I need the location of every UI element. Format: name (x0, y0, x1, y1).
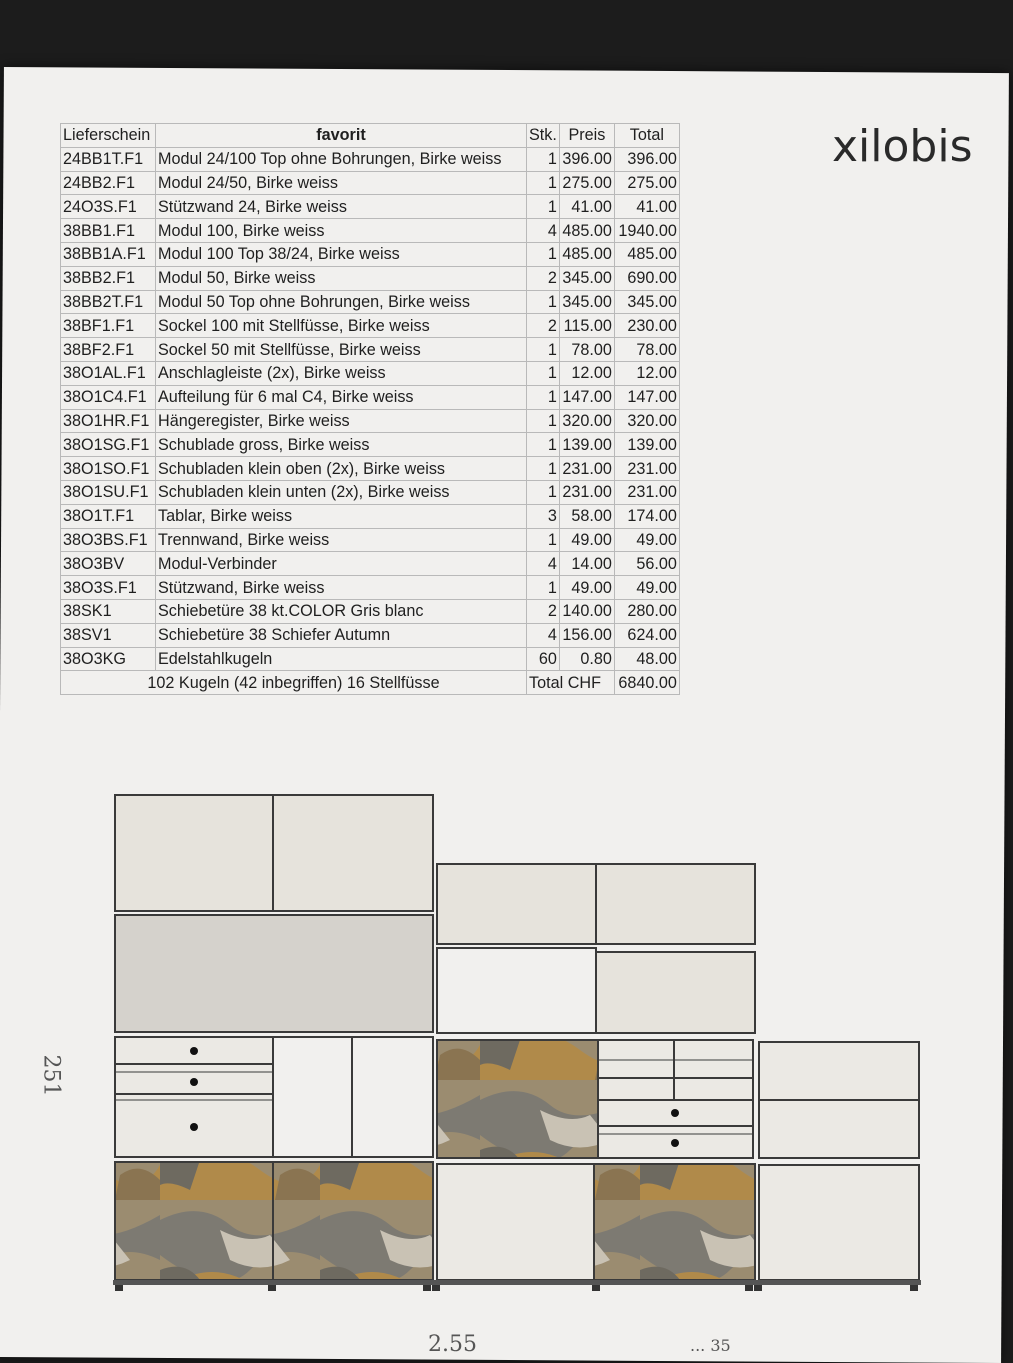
cell-lieferschein: 38O3BV (61, 552, 156, 576)
cell-article: Modul 50 Top ohne Bohrungen, Birke weiss (156, 290, 527, 314)
cell-article: Tablar, Birke weiss (156, 504, 527, 528)
cell-total: 230.00 (614, 314, 679, 338)
cabinet-right-lower (759, 1165, 919, 1280)
cell-lieferschein: 38O1AL.F1 (61, 361, 156, 385)
cell-quantity: 2 (527, 266, 560, 290)
cell-quantity: 4 (527, 219, 560, 243)
cell-quantity: 1 (527, 338, 560, 362)
cell-quantity: 1 (527, 457, 560, 481)
header-favorit: favorit (156, 124, 527, 148)
cell-price: 485.00 (559, 242, 614, 266)
cell-price: 41.00 (559, 195, 614, 219)
cell-lieferschein: 38BB2T.F1 (61, 290, 156, 314)
cell-price: 231.00 (559, 480, 614, 504)
cell-total: 12.00 (614, 361, 679, 385)
cell-price: 49.00 (559, 576, 614, 600)
cell-quantity: 2 (527, 599, 560, 623)
cell-article: Modul 24/50, Birke weiss (156, 171, 527, 195)
cabinet-top-left-door-a (115, 795, 273, 911)
drawer-block-mid (598, 1040, 753, 1158)
cabinet-mid-door (596, 952, 755, 1033)
cell-total: 624.00 (614, 623, 679, 647)
cabinet-top-left-door-b (273, 795, 433, 911)
drawer-block (115, 1037, 273, 1157)
cell-lieferschein: 38O3BS.F1 (61, 528, 156, 552)
handwritten-bottom-left: 2.55 (428, 1332, 477, 1357)
cell-total: 147.00 (614, 385, 679, 409)
cell-article: Sockel 50 mit Stellfüsse, Birke weiss (156, 338, 527, 362)
cell-lieferschein: 24BB1T.F1 (61, 147, 156, 171)
slate-door-left-b (273, 1162, 433, 1280)
cell-lieferschein: 38O1C4.F1 (61, 385, 156, 409)
cell-total: 485.00 (614, 242, 679, 266)
cell-quantity: 60 (527, 647, 560, 671)
cell-article: Modul 24/100 Top ohne Bohrungen, Birke weiss (156, 147, 527, 171)
cell-article: Anschlagleiste (2x), Birke weiss (156, 361, 527, 385)
cell-article: Modul 100, Birke weiss (156, 219, 527, 243)
cell-lieferschein: 38BB1.F1 (61, 219, 156, 243)
cell-article: Trennwand, Birke weiss (156, 528, 527, 552)
cell-lieferschein: 38O1SU.F1 (61, 480, 156, 504)
cell-article: Schiebetüre 38 Schiefer Autumn (156, 623, 527, 647)
cell-price: 147.00 (559, 385, 614, 409)
cell-total: 174.00 (614, 504, 679, 528)
cell-total: 1940.00 (614, 219, 679, 243)
cell-price: 345.00 (559, 290, 614, 314)
cell-lieferschein: 38O3KG (61, 647, 156, 671)
cell-quantity: 2 (527, 314, 560, 338)
cell-total: 280.00 (614, 599, 679, 623)
cell-article: Modul 50, Birke weiss (156, 266, 527, 290)
cell-article: Schiebetüre 38 kt.COLOR Gris blanc (156, 599, 527, 623)
cell-quantity: 1 (527, 290, 560, 314)
cell-article: Modul-Verbinder (156, 552, 527, 576)
cell-quantity: 4 (527, 552, 560, 576)
total-value: 6840.00 (614, 671, 679, 695)
cell-article: Schublade gross, Birke weiss (156, 433, 527, 457)
cell-article: Aufteilung für 6 mal C4, Birke weiss (156, 385, 527, 409)
cell-price: 49.00 (559, 528, 614, 552)
cell-quantity: 1 (527, 409, 560, 433)
leveling-feet (115, 1285, 918, 1291)
cell-price: 14.00 (559, 552, 614, 576)
brand-logo: xilobis (832, 121, 973, 172)
cell-quantity: 1 (527, 480, 560, 504)
handwritten-side-note: 251 (38, 1054, 64, 1097)
cell-total: 396.00 (614, 147, 679, 171)
cell-price: 115.00 (559, 314, 614, 338)
slate-door-mid (437, 1040, 598, 1158)
cell-lieferschein: 38BF1.F1 (61, 314, 156, 338)
cell-total: 48.00 (614, 647, 679, 671)
cell-lieferschein: 24O3S.F1 (61, 195, 156, 219)
cell-lieferschein: 38O1HR.F1 (61, 409, 156, 433)
header-preis: Preis (559, 124, 614, 148)
cell-total: 231.00 (614, 457, 679, 481)
cell-price: 58.00 (559, 504, 614, 528)
cell-lieferschein: 38SK1 (61, 599, 156, 623)
cell-lieferschein: 38BF2.F1 (61, 338, 156, 362)
cell-total: 275.00 (614, 171, 679, 195)
cabinet-mid-top-b (596, 864, 755, 944)
cell-quantity: 1 (527, 147, 560, 171)
cell-lieferschein: 38O1SG.F1 (61, 433, 156, 457)
cell-lieferschein: 38BB2.F1 (61, 266, 156, 290)
cell-price: 140.00 (559, 599, 614, 623)
total-label: Total CHF (527, 671, 615, 695)
handwritten-bottom-right: ... 35 (690, 1336, 731, 1355)
cell-quantity: 4 (527, 623, 560, 647)
open-shelf-mid (437, 948, 596, 1033)
cell-price: 320.00 (559, 409, 614, 433)
cell-total: 690.00 (614, 266, 679, 290)
plinth (113, 1280, 921, 1285)
cell-article: Stützwand 24, Birke weiss (156, 195, 527, 219)
cell-price: 396.00 (559, 147, 614, 171)
header-stk: Stk. (527, 124, 560, 148)
cell-quantity: 1 (527, 385, 560, 409)
cell-quantity: 1 (527, 576, 560, 600)
cell-article: Stützwand, Birke weiss (156, 576, 527, 600)
cell-article: Edelstahlkugeln (156, 647, 527, 671)
cell-price: 231.00 (559, 457, 614, 481)
cell-quantity: 1 (527, 171, 560, 195)
cell-lieferschein: 24BB2.F1 (61, 171, 156, 195)
cell-price: 12.00 (559, 361, 614, 385)
cell-lieferschein: 38BB1A.F1 (61, 242, 156, 266)
cell-quantity: 1 (527, 242, 560, 266)
cell-price: 0.80 (559, 647, 614, 671)
cell-total: 56.00 (614, 552, 679, 576)
cell-quantity: 1 (527, 361, 560, 385)
cabinet-grey-door (115, 915, 433, 1032)
cell-total: 49.00 (614, 528, 679, 552)
cabinet-mid-bottom (437, 1164, 594, 1280)
cell-quantity: 1 (527, 195, 560, 219)
cell-lieferschein: 38O3S.F1 (61, 576, 156, 600)
cell-article: Hängeregister, Birke weiss (156, 409, 527, 433)
cell-total: 345.00 (614, 290, 679, 314)
cell-price: 345.00 (559, 266, 614, 290)
cell-total: 78.00 (614, 338, 679, 362)
cell-quantity: 3 (527, 504, 560, 528)
cell-price: 156.00 (559, 623, 614, 647)
cell-total: 41.00 (614, 195, 679, 219)
cell-total: 231.00 (614, 480, 679, 504)
cell-quantity: 1 (527, 433, 560, 457)
cell-price: 485.00 (559, 219, 614, 243)
cell-article: Sockel 100 mit Stellfüsse, Birke weiss (156, 314, 527, 338)
cabinet-mid-top-a (437, 864, 596, 944)
cell-quantity: 1 (527, 528, 560, 552)
cell-lieferschein: 38SV1 (61, 623, 156, 647)
cell-article: Schubladen klein unten (2x), Birke weiss (156, 480, 527, 504)
cell-total: 139.00 (614, 433, 679, 457)
footer-note: 102 Kugeln (42 inbegriffen) 16 Stellfüsse (61, 671, 527, 695)
slate-door-left-a (115, 1162, 273, 1280)
cell-price: 78.00 (559, 338, 614, 362)
header-lieferschein: Lieferschein (61, 124, 156, 148)
cell-lieferschein: 38O1T.F1 (61, 504, 156, 528)
cell-article: Schubladen klein oben (2x), Birke weiss (156, 457, 527, 481)
slate-door-mid-b (594, 1164, 755, 1280)
header-total: Total (614, 124, 679, 148)
cell-total: 49.00 (614, 576, 679, 600)
cell-price: 139.00 (559, 433, 614, 457)
cell-price: 275.00 (559, 171, 614, 195)
cell-total: 320.00 (614, 409, 679, 433)
cell-lieferschein: 38O1SO.F1 (61, 457, 156, 481)
cell-article: Modul 100 Top 38/24, Birke weiss (156, 242, 527, 266)
